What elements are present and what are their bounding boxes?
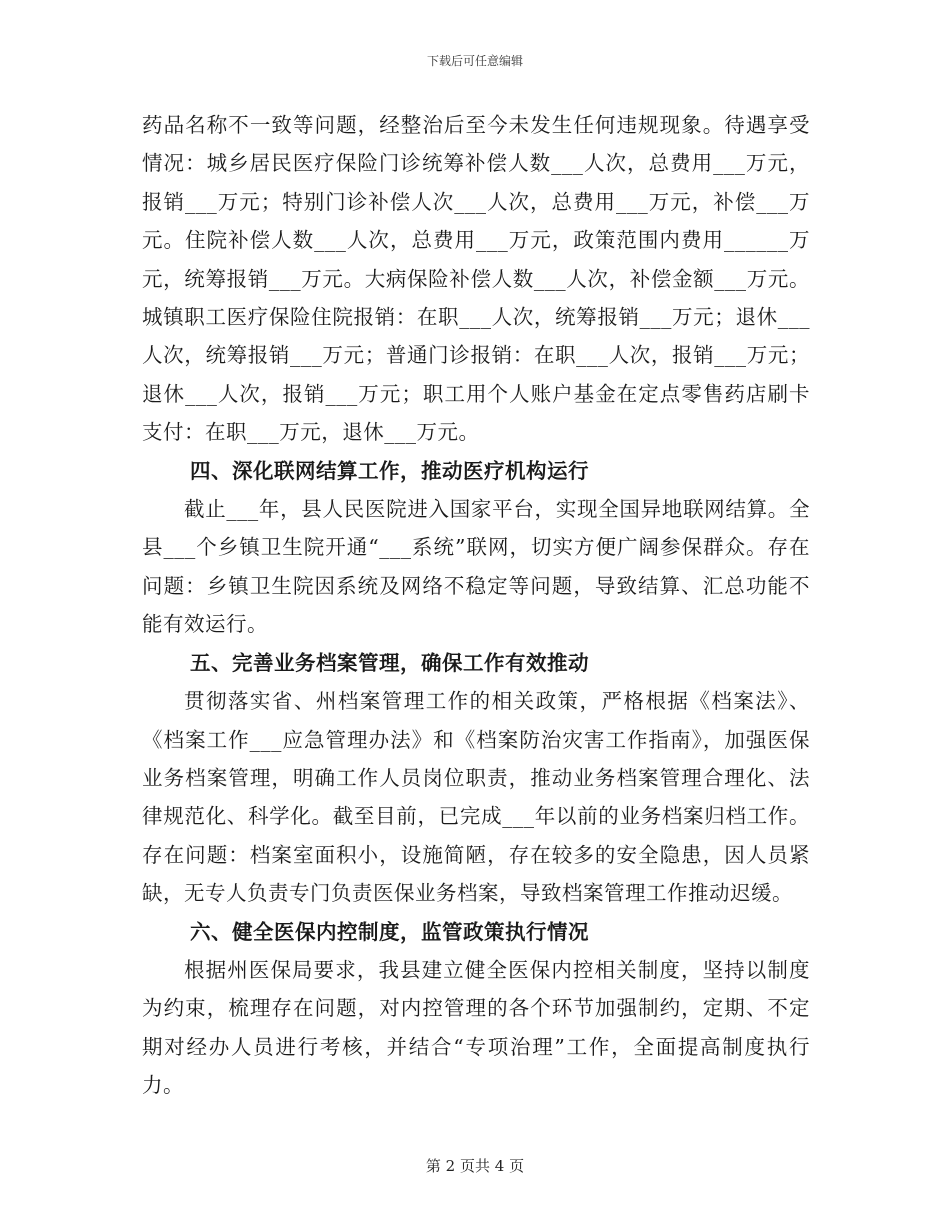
section-heading-6: 六、健全医保内控制度，监管政策执行情况 bbox=[190, 919, 589, 944]
paragraph-networked-settlement: 截止___年，县人民医院进入国家平台，实现全国异地联网结算。全县___个乡镇卫生院开通“___系统”联网，切实方便广阔参保群众。存在问题：乡镇卫生院因系统及网络不稳定等问题，导致结算、汇总功能不能有效运行。 bbox=[142, 497, 810, 637]
paragraph-internal-control: 根据州医保局要求，我县建立健全医保内控相关制度，坚持以制度为约束，梳理存在问题，对内控管理的各个环节加强制约，定期、不定期对经办人员进行考核，并结合“专项治理”工作，全面提高制度执行力。 bbox=[142, 957, 810, 1098]
section-heading-4: 四、深化联网结算工作，推动医疗机构运行 bbox=[190, 458, 589, 483]
page-number-footer: 第 2 页共 4 页 bbox=[425, 1157, 525, 1175]
paragraph-archive-management: 贯彻落实省、州档案管理工作的相关政策，严格根据《档案法》、《档案工作___应急管理办法》和《档案防治灾害工作指南》，加强医保业务档案管理，明确工作人员岗位职责，推动业务档案管理合理化、法律规范化、科学化。截至目前，已完成___年以前的业务档案归档工作。存在问题：档案室面积小，设施简陋，存在较多的安全隐患，因人员紧缺，无专人负责专门负责医保业务档案，导致档案管理工作推动迟缓。 bbox=[142, 689, 810, 906]
paragraph-benefits: 药品名称不一致等问题，经整治后至今未发生任何违规现象。待遇享受情况：城乡居民医疗保险门诊统筹补偿人数___人次，总费用___万元，报销___万元；特别门诊补偿人次___人次，总费用___万元，补偿___万元。住院补偿人数___人次，总费用___万元，政策范围内费用______万元，统筹报销___万元。大病保险补偿人数___人次，补偿金额___万元。城镇职工医疗保险住院报销：在职___人次，统筹报销___万元；退休___人次，统筹报销___万元；普通门诊报销：在职___人次，报销___万元；退休___人次，报销___万元；职工用个人账户基金在定点零售药店刷卡支付：在职___万元，退休___万元。 bbox=[142, 113, 810, 445]
page-header-note: 下载后可任意编辑 bbox=[426, 54, 523, 68]
section-heading-5: 五、完善业务档案管理，确保工作有效推动 bbox=[190, 650, 589, 675]
document-body bbox=[142, 106, 810, 1105]
